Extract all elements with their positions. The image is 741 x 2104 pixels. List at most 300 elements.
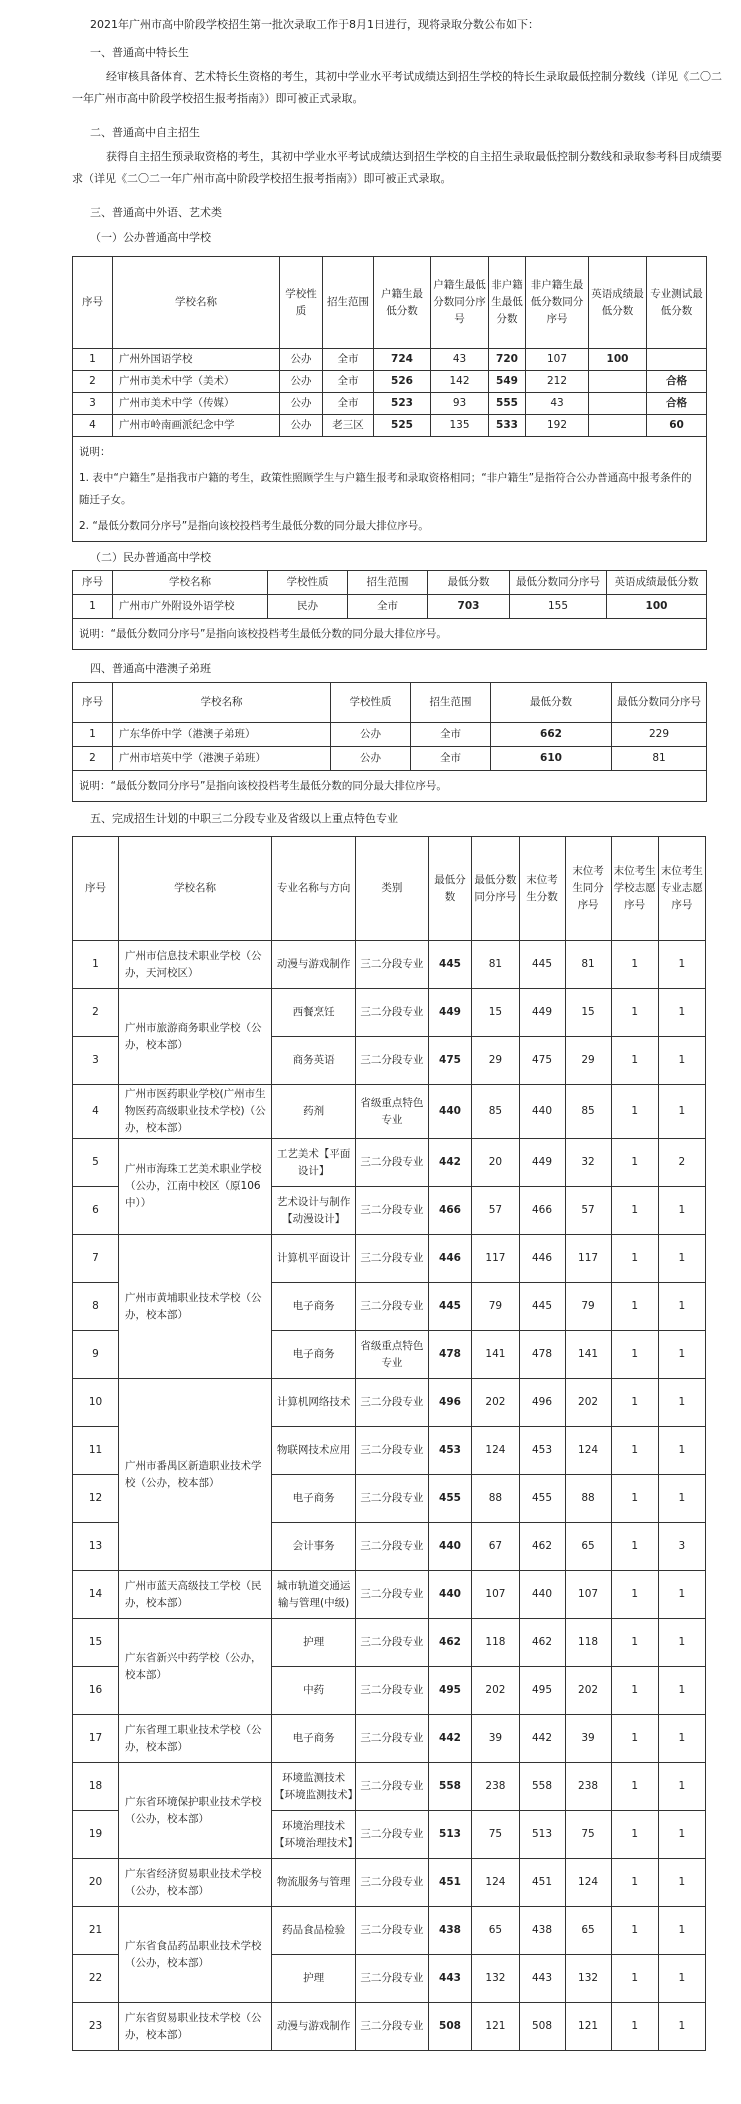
table-cell: 549 [489, 371, 526, 393]
table-cell: 老三区 [323, 415, 374, 437]
table-cell: 1 [73, 595, 113, 619]
intro-text: 2021年广州市高中阶段学校招生第一批次录取工作于8月1日进行，现将录取分数公布如下： [90, 18, 539, 31]
table-cell: 117 [565, 1235, 611, 1283]
table-row [73, 1085, 706, 1139]
table-cell: 三二分段专业 [356, 1037, 429, 1085]
table-cell: 省级重点特色专业 [356, 1331, 429, 1379]
column-header: 学校性质 [268, 571, 348, 595]
table-cell: 67 [472, 1523, 519, 1571]
school-name-cell: 广州市广外附设外语学校 [113, 595, 268, 619]
row-number-cell: 3 [73, 1037, 119, 1085]
table-cell: 88 [565, 1475, 611, 1523]
school-name-cell: 广东省经济贸易职业技术学校（公办，校本部） [119, 1859, 272, 1907]
row-number-cell: 10 [73, 1379, 119, 1427]
table-row [73, 989, 706, 1037]
column-header: 专业测试最低分数 [647, 257, 707, 349]
school-name-cell: 广东省新兴中药学校（公办，校本部） [119, 1619, 272, 1715]
table-cell: 动漫与游戏制作 [272, 941, 356, 989]
table-cell: 全市 [323, 371, 374, 393]
table-cell: 65 [472, 1907, 519, 1955]
table-cell: 229 [612, 723, 707, 747]
table-cell: 39 [472, 1715, 519, 1763]
table-cell: 155 [510, 595, 607, 619]
table-note [73, 437, 707, 542]
table-cell: 1 [658, 1475, 705, 1523]
table-cell: 全市 [411, 747, 491, 771]
table-cell: 449 [428, 989, 472, 1037]
table-cell: 449 [519, 1139, 565, 1187]
column-header: 序号 [73, 257, 113, 349]
table-cell: 三二分段专业 [356, 1763, 429, 1811]
column-header: 英语成绩最低分数 [607, 571, 707, 595]
column-header: 序号 [73, 837, 119, 941]
row-number-cell: 20 [73, 1859, 119, 1907]
table-cell: 124 [472, 1427, 519, 1475]
table-cell: 107 [472, 1571, 519, 1619]
table-row [73, 941, 706, 989]
row-number-cell: 1 [73, 941, 119, 989]
table-cell [589, 371, 647, 393]
table-cell: 453 [428, 1427, 472, 1475]
table-cell: 15 [472, 989, 519, 1037]
row-number-cell: 9 [73, 1331, 119, 1379]
row-number-cell: 12 [73, 1475, 119, 1523]
table-cell: 三二分段专业 [356, 1475, 429, 1523]
table-cell: 442 [519, 1715, 565, 1763]
table-cell: 1 [611, 989, 658, 1037]
table-cell: 1 [73, 349, 113, 371]
table-cell: 555 [489, 393, 526, 415]
table-cell: 三二分段专业 [356, 1907, 429, 1955]
table-cell: 商务英语 [272, 1037, 356, 1085]
table-cell: 西餐烹饪 [272, 989, 356, 1037]
table-cell: 合格 [647, 393, 707, 415]
row-number-cell: 23 [73, 2003, 119, 2051]
table-cell: 1 [611, 1667, 658, 1715]
column-header: 末位考生分数 [519, 837, 565, 941]
row-number-cell: 5 [73, 1139, 119, 1187]
table-cell: 475 [519, 1037, 565, 1085]
table-cell: 124 [565, 1427, 611, 1475]
column-header: 最低分数 [491, 683, 612, 723]
table-cell: 107 [565, 1571, 611, 1619]
column-header: 非户籍生最低分数 [489, 257, 526, 349]
table-cell: 466 [519, 1187, 565, 1235]
table-row [73, 349, 707, 371]
table-cell: 1 [658, 1571, 705, 1619]
table-cell: 三二分段专业 [356, 941, 429, 989]
table-cell: 三二分段专业 [356, 1283, 429, 1331]
table-cell: 2 [73, 371, 113, 393]
table-cell: 29 [565, 1037, 611, 1085]
table-cell: 132 [565, 1955, 611, 2003]
table-note: 说明：“最低分数同分序号”是指向该校投档考生最低分数的同分最大排位序号。 [73, 619, 707, 650]
table-cell [589, 393, 647, 415]
table-cell: 438 [428, 1907, 472, 1955]
column-header: 学校名称 [113, 683, 331, 723]
table-cell: 计算机平面设计 [272, 1235, 356, 1283]
row-number-cell: 14 [73, 1571, 119, 1619]
note-row [73, 771, 707, 802]
table-cell: 1 [611, 1811, 658, 1859]
table-cell: 121 [565, 2003, 611, 2051]
table-cell: 443 [428, 1955, 472, 2003]
column-header: 招生范围 [323, 257, 374, 349]
section-2-body: 获得自主招生预录取资格的考生，其初中学业水平考试成绩达到招生学校的自主招生录取最低控制分数线和录取参考科目成绩要求（详见《二〇二一年广州市高中阶段学校招生报考指南》）即可被正式录取。 [72, 150, 722, 185]
section-3-heading: 三、普通高中外语、艺术类 [90, 206, 222, 219]
table-cell: 电子商务 [272, 1283, 356, 1331]
row-number-cell: 19 [73, 1811, 119, 1859]
table-cell: 公办 [331, 747, 411, 771]
table-cell: 238 [565, 1763, 611, 1811]
table-cell: 3 [658, 1523, 705, 1571]
table-cell: 三二分段专业 [356, 1667, 429, 1715]
table-cell: 526 [374, 371, 431, 393]
table-cell: 445 [428, 941, 472, 989]
table-cell: 449 [519, 989, 565, 1037]
table-cell: 1 [611, 1763, 658, 1811]
table-cell: 32 [565, 1139, 611, 1187]
row-number-cell: 8 [73, 1283, 119, 1331]
table-cell: 公办 [280, 415, 323, 437]
table-cell: 445 [519, 1283, 565, 1331]
school-name-cell: 广州市岭南画派纪念中学 [113, 415, 280, 437]
section-5-heading: 五、完成招生计划的中职三二分段专业及省级以上重点特色专业 [90, 812, 398, 825]
table-cell: 三二分段专业 [356, 1571, 429, 1619]
table-cell: 4 [73, 415, 113, 437]
table-cell: 88 [472, 1475, 519, 1523]
vocational-table [72, 836, 706, 2051]
table-cell: 445 [428, 1283, 472, 1331]
table-row [73, 1715, 706, 1763]
table-cell: 523 [374, 393, 431, 415]
table-cell: 192 [526, 415, 589, 437]
table-cell: 508 [519, 2003, 565, 2051]
table-cell: 1 [611, 1187, 658, 1235]
row-number-cell: 11 [73, 1427, 119, 1475]
table-row [73, 1907, 706, 1955]
table-cell: 57 [472, 1187, 519, 1235]
table-cell: 451 [519, 1859, 565, 1907]
row-number-cell: 22 [73, 1955, 119, 2003]
column-header: 学校性质 [331, 683, 411, 723]
table-cell: 440 [428, 1085, 472, 1139]
column-header: 招生范围 [411, 683, 491, 723]
table-cell: 466 [428, 1187, 472, 1235]
school-name-cell: 广州市培英中学（港澳子弟班） [113, 747, 331, 771]
school-name-cell: 广州市医药职业学校(广州市生物医药高级职业技术学校)（公办，校本部） [119, 1085, 272, 1139]
table-cell: 703 [428, 595, 510, 619]
table-cell: 81 [565, 941, 611, 989]
row-number-cell: 15 [73, 1619, 119, 1667]
row-number-cell: 16 [73, 1667, 119, 1715]
table-cell: 2 [658, 1139, 705, 1187]
table-cell: 117 [472, 1235, 519, 1283]
table-cell: 公办 [280, 371, 323, 393]
note-row [73, 437, 707, 542]
table-cell: 三二分段专业 [356, 989, 429, 1037]
table-cell: 物流服务与管理 [272, 1859, 356, 1907]
school-name-cell: 广州外国语学校 [113, 349, 280, 371]
table-cell: 495 [428, 1667, 472, 1715]
table-cell: 558 [519, 1763, 565, 1811]
table-cell: 533 [489, 415, 526, 437]
table-cell: 202 [565, 1667, 611, 1715]
table-cell: 462 [519, 1523, 565, 1571]
table-cell: 省级重点特色专业 [356, 1085, 429, 1139]
table-cell: 艺术设计与制作【动漫设计】 [272, 1187, 356, 1235]
table-cell: 三二分段专业 [356, 1955, 429, 2003]
column-header: 户籍生最低分数同分序号 [431, 257, 489, 349]
table-cell: 三二分段专业 [356, 1235, 429, 1283]
row-number-cell: 6 [73, 1187, 119, 1235]
table-cell: 462 [428, 1619, 472, 1667]
table-cell: 451 [428, 1859, 472, 1907]
row-number-cell: 7 [73, 1235, 119, 1283]
table-cell: 会计事务 [272, 1523, 356, 1571]
table-cell: 物联网技术应用 [272, 1427, 356, 1475]
table-note: 说明：“最低分数同分序号”是指向该校投档考生最低分数的同分最大排位序号。 [73, 771, 707, 802]
table-cell: 1 [73, 723, 113, 747]
table-cell: 环境治理技术【环境治理技术】 [272, 1811, 356, 1859]
table-row [73, 2003, 706, 2051]
table-cell: 212 [526, 371, 589, 393]
table-row [73, 723, 707, 747]
school-name-cell: 广东省贸易职业技术学校（公办，校本部） [119, 2003, 272, 2051]
table-cell: 1 [611, 1475, 658, 1523]
table-cell: 79 [565, 1283, 611, 1331]
table-cell: 民办 [268, 595, 348, 619]
table-cell: 1 [658, 1859, 705, 1907]
school-name-cell: 广州市旅游商务职业学校（公办，校本部） [119, 989, 272, 1085]
table-cell: 1 [611, 1859, 658, 1907]
table-cell: 1 [658, 941, 705, 989]
table-cell: 三二分段专业 [356, 1811, 429, 1859]
table-cell: 446 [519, 1235, 565, 1283]
table-cell: 93 [431, 393, 489, 415]
table-cell: 65 [565, 1907, 611, 1955]
table-cell: 1 [611, 1427, 658, 1475]
table-cell: 75 [472, 1811, 519, 1859]
table-cell: 1 [658, 1187, 705, 1235]
table-cell: 132 [472, 1955, 519, 2003]
table-cell: 1 [658, 1955, 705, 2003]
note-line: 2. “最低分数同分序号”是指向该校投档考生最低分数的同分最大排位序号。 [79, 520, 429, 532]
table-header-row [73, 571, 707, 595]
table-cell: 1 [611, 1715, 658, 1763]
table-cell: 三二分段专业 [356, 1619, 429, 1667]
table-row [73, 595, 707, 619]
table-cell: 合格 [647, 371, 707, 393]
column-header: 末位考生学校志愿序号 [611, 837, 658, 941]
table-cell: 电子商务 [272, 1331, 356, 1379]
school-name-cell: 广州市蓝天高级技工学校（民办，校本部） [119, 1571, 272, 1619]
row-number-cell: 4 [73, 1085, 119, 1139]
column-header: 学校名称 [113, 257, 280, 349]
table-cell: 100 [607, 595, 707, 619]
table-cell: 1 [658, 1907, 705, 1955]
table-cell: 全市 [411, 723, 491, 747]
table-cell: 118 [565, 1619, 611, 1667]
table-cell: 3 [73, 393, 113, 415]
note-title: 说明： [79, 446, 111, 458]
table-cell: 85 [565, 1085, 611, 1139]
school-name-cell: 广东华侨中学（港澳子弟班） [113, 723, 331, 747]
table-cell: 1 [658, 1811, 705, 1859]
table-row [73, 415, 707, 437]
table-cell: 202 [472, 1667, 519, 1715]
table-cell: 1 [658, 1085, 705, 1139]
table-cell: 720 [489, 349, 526, 371]
table-cell: 43 [431, 349, 489, 371]
school-name-cell: 广东省食品药品职业技术学校（公办，校本部） [119, 1907, 272, 2003]
note-row [73, 619, 707, 650]
table-cell: 724 [374, 349, 431, 371]
table-cell: 462 [519, 1619, 565, 1667]
table-cell: 1 [658, 1715, 705, 1763]
table-cell: 478 [519, 1331, 565, 1379]
table-cell: 107 [526, 349, 589, 371]
table-cell: 三二分段专业 [356, 1139, 429, 1187]
table-cell: 护理 [272, 1619, 356, 1667]
table-cell: 三二分段专业 [356, 1715, 429, 1763]
table-cell: 446 [428, 1235, 472, 1283]
table-cell: 公办 [331, 723, 411, 747]
table-cell: 三二分段专业 [356, 1427, 429, 1475]
table-cell: 65 [565, 1523, 611, 1571]
section-4-heading: 四、普通高中港澳子弟班 [90, 662, 211, 675]
note-line: 1. 表中“户籍生”是指我市户籍的考生，政策性照顾学生与户籍生报考和录取资格相同；“非户籍生”是指符合公办普通高中报考条件的随迁子女。 [79, 472, 692, 506]
table-cell: 85 [472, 1085, 519, 1139]
table-cell: 475 [428, 1037, 472, 1085]
table-cell: 1 [658, 1331, 705, 1379]
column-header: 学校名称 [113, 571, 268, 595]
table-row [73, 371, 707, 393]
table-cell: 20 [472, 1139, 519, 1187]
table-cell: 440 [519, 1571, 565, 1619]
table-cell: 1 [611, 1619, 658, 1667]
hk-macau-class-table [72, 682, 707, 802]
school-name-cell: 广州市番禺区新造职业技术学校（公办，校本部） [119, 1379, 272, 1571]
section-1-heading: 一、普通高中特长生 [90, 46, 189, 59]
table-cell: 558 [428, 1763, 472, 1811]
section-3-sub2: （二）民办普通高中学校 [90, 551, 211, 564]
table-cell: 39 [565, 1715, 611, 1763]
school-name-cell: 广东省理工职业技术学校（公办，校本部） [119, 1715, 272, 1763]
table-cell: 478 [428, 1331, 472, 1379]
table-cell: 1 [611, 1331, 658, 1379]
table-cell: 43 [526, 393, 589, 415]
table-cell: 202 [565, 1379, 611, 1427]
table-cell: 1 [658, 1283, 705, 1331]
table-cell: 1 [611, 1523, 658, 1571]
table-cell: 1 [611, 1283, 658, 1331]
table-cell: 662 [491, 723, 612, 747]
column-header: 类别 [356, 837, 429, 941]
column-header: 末位考生专业志愿序号 [658, 837, 705, 941]
column-header: 英语成绩最低分数 [589, 257, 647, 349]
row-number-cell: 21 [73, 1907, 119, 1955]
table-cell: 121 [472, 2003, 519, 2051]
table-cell: 1 [658, 1763, 705, 1811]
table-cell: 29 [472, 1037, 519, 1085]
table-row [73, 747, 707, 771]
table-cell: 1 [611, 1955, 658, 2003]
table-cell: 1 [611, 1379, 658, 1427]
table-cell [589, 415, 647, 437]
table-row [73, 1139, 706, 1187]
table-cell: 全市 [323, 349, 374, 371]
table-header-row [73, 837, 706, 941]
table-cell: 1 [658, 2003, 705, 2051]
table-cell: 442 [428, 1715, 472, 1763]
table-cell: 1 [611, 2003, 658, 2051]
table-cell: 公办 [280, 393, 323, 415]
table-cell: 438 [519, 1907, 565, 1955]
table-cell: 1 [611, 1085, 658, 1139]
table-cell: 1 [658, 1667, 705, 1715]
table-cell: 中药 [272, 1667, 356, 1715]
table-cell: 1 [611, 1571, 658, 1619]
table-row [73, 1763, 706, 1811]
table-cell: 工艺美术【平面设计】 [272, 1139, 356, 1187]
table-row [73, 1859, 706, 1907]
table-cell: 202 [472, 1379, 519, 1427]
column-header: 序号 [73, 571, 113, 595]
table-cell: 455 [519, 1475, 565, 1523]
column-header: 学校性质 [280, 257, 323, 349]
row-number-cell: 2 [73, 989, 119, 1037]
column-header: 专业名称与方向 [272, 837, 356, 941]
column-header: 招生范围 [348, 571, 428, 595]
table-cell: 城市轨道交通运输与管理(中级) [272, 1571, 356, 1619]
table-cell: 1 [611, 1907, 658, 1955]
table-row [73, 1235, 706, 1283]
table-cell: 610 [491, 747, 612, 771]
table-cell: 计算机网络技术 [272, 1379, 356, 1427]
table-cell: 1 [658, 1427, 705, 1475]
table-cell: 1 [611, 1139, 658, 1187]
table-cell: 全市 [348, 595, 428, 619]
table-cell: 2 [73, 747, 113, 771]
table-cell: 动漫与游戏制作 [272, 2003, 356, 2051]
table-row [73, 1571, 706, 1619]
column-header: 最低分数同分序号 [472, 837, 519, 941]
column-header: 最低分数 [428, 837, 472, 941]
column-header: 非户籍生最低分数同分序号 [526, 257, 589, 349]
table-cell: 124 [472, 1859, 519, 1907]
table-cell: 环境监测技术【环境监测技术】 [272, 1763, 356, 1811]
table-cell: 440 [519, 1085, 565, 1139]
table-cell: 124 [565, 1859, 611, 1907]
table-row [73, 393, 707, 415]
section-3-sub1: （一）公办普通高中学校 [90, 231, 211, 244]
table-cell: 三二分段专业 [356, 1523, 429, 1571]
public-school-table [72, 256, 707, 542]
table-cell: 电子商务 [272, 1715, 356, 1763]
table-cell: 100 [589, 349, 647, 371]
column-header: 最低分数同分序号 [612, 683, 707, 723]
table-cell: 1 [658, 989, 705, 1037]
school-name-cell: 广州市信息技术职业学校（公办，天河校区） [119, 941, 272, 989]
table-cell: 513 [428, 1811, 472, 1859]
table-cell: 药品食品检验 [272, 1907, 356, 1955]
table-cell: 238 [472, 1763, 519, 1811]
table-cell: 453 [519, 1427, 565, 1475]
row-number-cell: 13 [73, 1523, 119, 1571]
table-cell: 495 [519, 1667, 565, 1715]
table-cell: 1 [658, 1235, 705, 1283]
